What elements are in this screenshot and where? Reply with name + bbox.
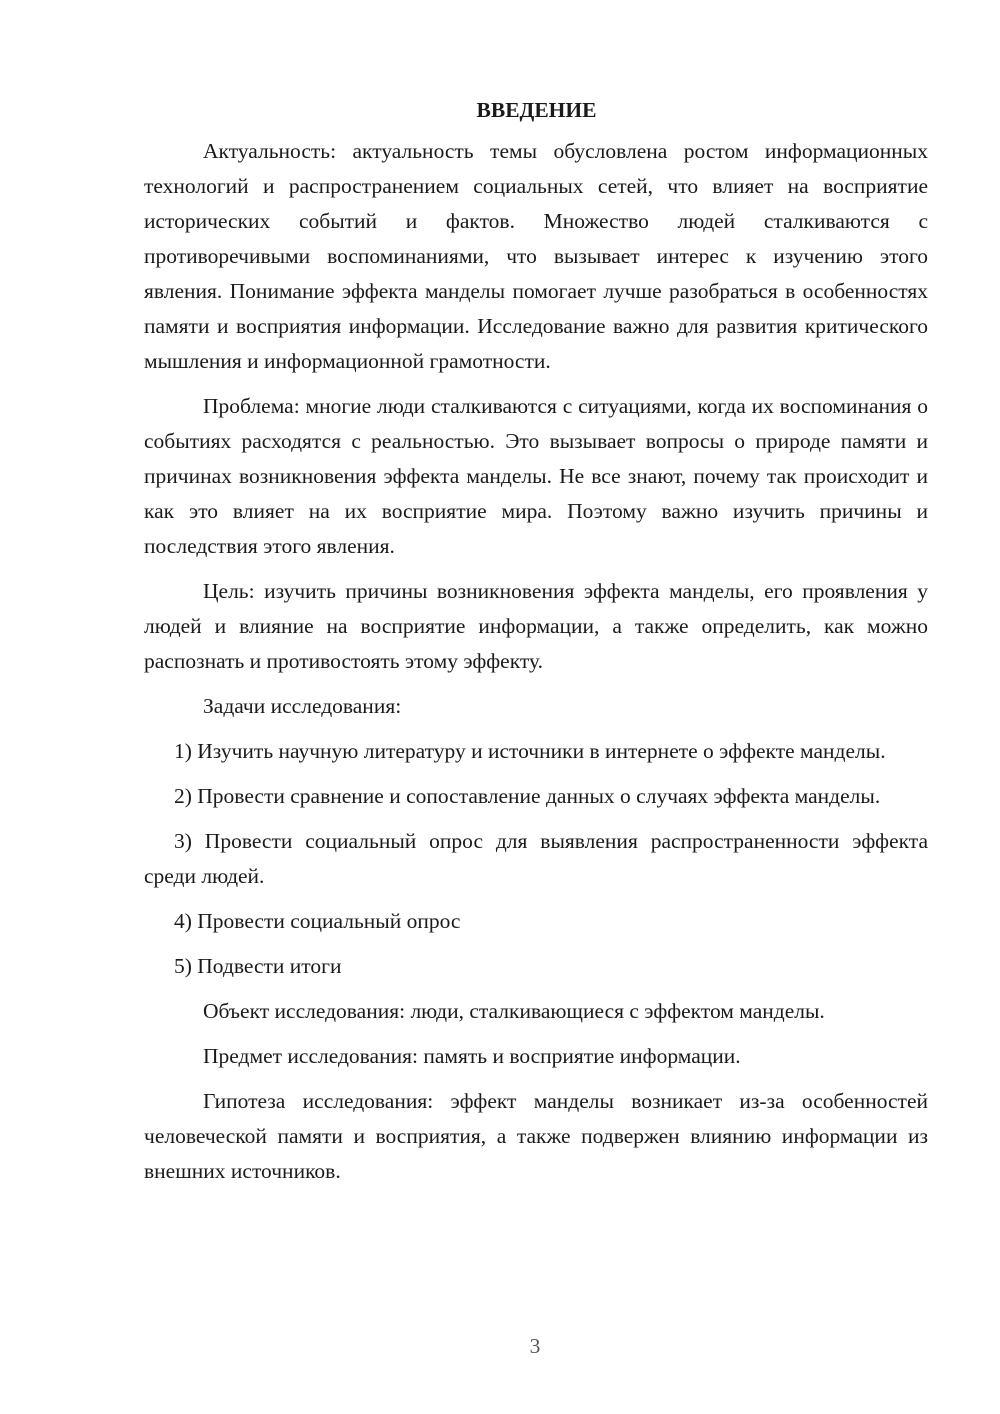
paragraph-problem: Проблема: многие люди сталкиваются с ситуациями, когда их воспоминания о событиях расходятся с реальностью. Это вызывает вопросы о природе памяти и причинах возникновения эффекта манделы. Не все знают, почему так происходит и как это влияет на их восприятие мира. Поэтому важно изучить причины и последствия этого явления.: [144, 394, 928, 558]
paragraph-hypothesis: Гипотеза исследования: эффект манделы возникает из-за особенностей человеческой памяти и восприятия, а также подвержен влиянию информации из внешних источников.: [144, 1089, 928, 1183]
paragraph-subject: Предмет исследования: память и восприятие информации.: [203, 1044, 741, 1068]
task-item-2: 2) Провести сравнение и сопоставление данных о случаях эффекта манделы.: [174, 784, 881, 808]
page-number: 3: [529, 1334, 541, 1358]
task-item-4: 4) Провести социальный опрос: [174, 909, 461, 933]
task-item-3: 3) Провести социальный опрос для выявления распространенности эффекта среди людей.: [144, 829, 928, 888]
page-title: ВВЕДЕНИЕ: [476, 98, 597, 122]
page-body: [144, 93, 928, 1189]
paragraph-relevance: Актуальность: актуальность темы обусловлена ростом информационных технологий и распространением социальных сетей, что влияет на восприятие исторических событий и фактов. Множество людей сталкиваются с противоречивыми воспоминаниями, что вызывает интерес к изучению этого явления. Понимание эффекта манделы помогает лучше разобраться в особенностях памяти и восприятия информации. Исследование важно для развития критического мышления и информационной грамотности.: [144, 139, 928, 373]
task-item-1: 1) Изучить научную литературу и источники в интернете о эффекте манделы.: [174, 739, 886, 763]
task-item-5: 5) Подвести итоги: [174, 954, 342, 978]
tasks-heading: Задачи исследования:: [203, 694, 402, 718]
paragraph-object: Объект исследования: люди, сталкивающиеся с эффектом манделы.: [203, 999, 825, 1023]
paragraph-goal: Цель: изучить причины возникновения эффекта манделы, его проявления у людей и влияние на восприятие информации, а также определить, как можно распознать и противостоять этому эффекту.: [144, 579, 928, 673]
